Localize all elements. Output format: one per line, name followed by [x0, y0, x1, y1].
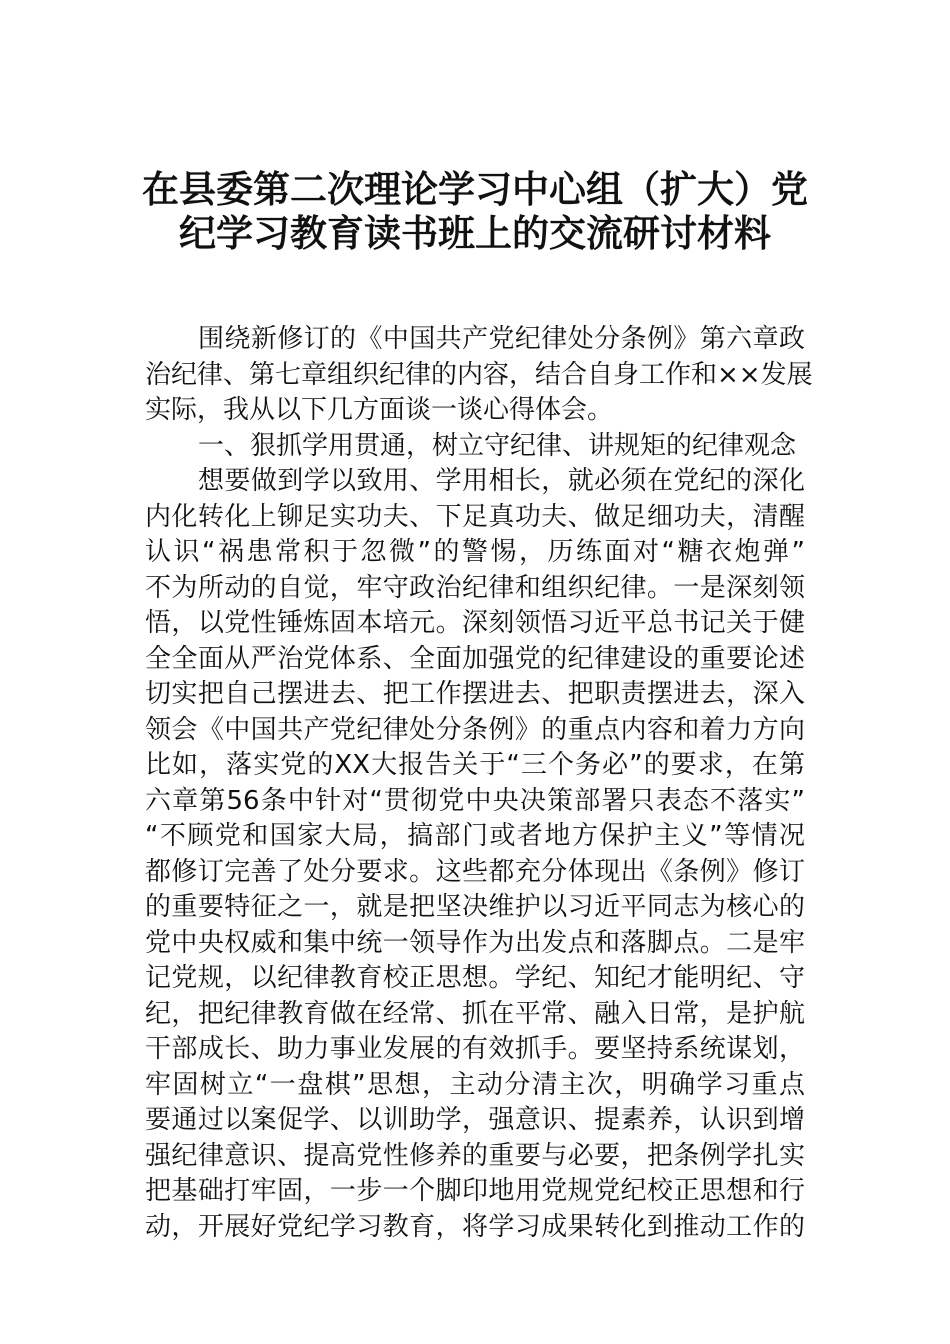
body-text-line: 治纪律、第七章组织纪律的内容，结合自身工作和××发展 [145, 359, 813, 390]
body-text-line: 认识“祸患常积于忽微”的警惕，历练面对“糖衣炮弹” [145, 537, 805, 567]
body-text-line: 不为所动的自觉，牢守政治纪律和组织纪律。一是深刻领 [145, 572, 805, 603]
body-text-line: 纪，把纪律教育做在经常、抓在平常、融入日常，是护航 [145, 998, 805, 1029]
body-text-line: 领会《中国共产党纪律处分条例》的重点内容和着力方向 [145, 714, 805, 745]
body-text-line: 把基础打牢固，一步一个脚印地用党规党纪校正思想和行 [145, 1176, 805, 1206]
body-text-line: 切实把自己摆进去、把工作摆进去、把职责摆进去，深入 [145, 679, 805, 709]
body-text-line: “不顾党和国家大局，搞部门或者地方保护主义”等情况 [145, 821, 805, 851]
body-text-line: 实际，我从以下几方面谈一谈心得体会。 [145, 395, 614, 425]
body-text-line: 全全面从严治党体系、全面加强党的纪律建设的重要论述 [145, 643, 805, 674]
body-text-line: 一、狠抓学用贯通，树立守纪律、讲规矩的纪律观念 [198, 430, 797, 461]
body-text-line: 都修订完善了处分要求。这些都充分体现出《条例》修订 [145, 856, 805, 887]
body-text-line: 悟，以党性锤炼固本培元。深刻领悟习近平总书记关于健 [145, 608, 805, 638]
body-text-line: 干部成长、助力事业发展的有效抓手。要坚持系统谋划， [145, 1034, 805, 1064]
body-text-line: 的重要特征之一，就是把坚决维护以习近平同志为核心的 [145, 892, 805, 922]
body-text-line: 党中央权威和集中统一领导作为出发点和落脚点。二是牢 [145, 927, 805, 958]
body-text-line: 围绕新修订的《中国共产党纪律处分条例》第六章政 [198, 324, 805, 354]
document-title-line-1: 在县委第二次理论学习中心组（扩大）党 [142, 168, 808, 211]
body-text-line: 比如，落实党的XX大报告关于“三个务必”的要求，在第 [145, 750, 805, 780]
document-body [145, 322, 813, 1245]
body-text-line: 记党规，以纪律教育校正思想。学纪、知纪才能明纪、守 [145, 963, 805, 993]
body-text-line: 强纪律意识、提高党性修养的重要与必要，把条例学扎实 [145, 1140, 805, 1171]
body-text-line: 想要做到学以致用、学用相长，就必须在党纪的深化 [198, 466, 805, 496]
body-text-line: 六章第56条中针对“贯彻党中央决策部署只表态不落实” [145, 785, 805, 816]
body-text-line: 动，开展好党纪学习教育，将学习成果转化到推动工作的 [145, 1211, 805, 1242]
document-title-line-2: 纪学习教育读书班上的交流研讨材料 [179, 212, 771, 255]
body-text-line: 牢固树立“一盘棋”思想，主动分清主次，明确学习重点 [145, 1069, 805, 1100]
body-text-line: 内化转化上铆足实功夫、下足真功夫、做足细功夫，清醒 [145, 501, 805, 532]
body-text-line: 要通过以案促学、以训助学，强意识、提素养，认识到增 [145, 1105, 805, 1135]
